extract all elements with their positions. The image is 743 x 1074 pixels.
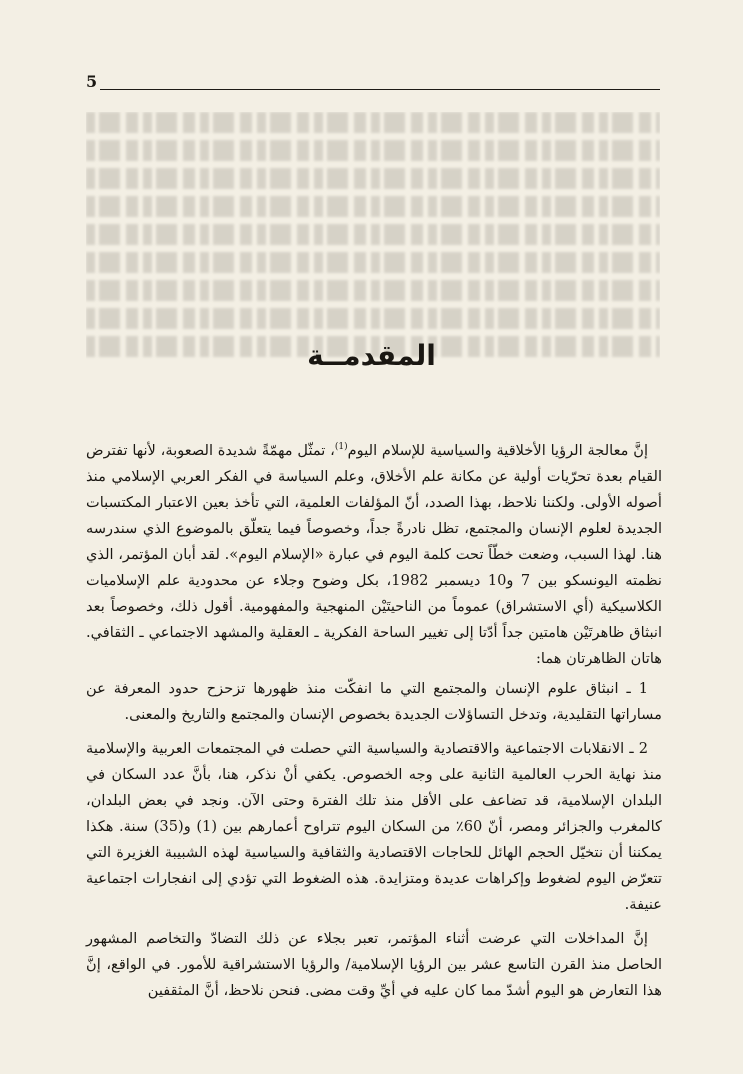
paragraph: 2 ـ الانقلابات الاجتماعية والاقتصادية والسياسية التي حصلت في المجتمعات العربية والإسلامية منذ نهاية الحرب العالمية الثانية على وجه الخصوص. يكفي أنْ نذكر، هنا، بأنَّ عدد السكان في البلدان الإسلامية، قد تضاعف على الأقل منذ تلك الفترة وحتى الآن. ونجد في بعض البلدان، كالمغرب والجزائر ومصر، أنّ 60٪ من السكان اليوم تتراوح أعمارهم بين (1) و(35) سنة. هكذا يمكننا أن نتخيّل الحجم الهائل للحاجات الاقتصادية والثقافية والسياسية لهذه الشبيبة الغزيرة التي تتعرّض اليوم لضغوط وإكراهات عديدة ومتزايدة. هذه الضغوط التي تؤدي إلى انفجارات اجتماعية عنيفة.: [86, 740, 662, 913]
page-header: [86, 72, 660, 96]
show-through-text: [86, 112, 660, 374]
section-heading: المقدمــة: [307, 339, 436, 372]
footnote-marker: (1): [334, 442, 348, 453]
body-text: [86, 438, 662, 1014]
paragraph: 1 ـ انبثاق علوم الإنسان والمجتمع التي ما انفكّت منذ ظهورها تزحزح حدود المعرفة عن مساراتها التقليدية، وتدخل التساؤلات الجديدة بخصوص الإنسان والمجتمع والتاريخ والمعنى.: [86, 680, 662, 723]
paragraph-text: ، تمثّل مهمّةً شديدة الصعوبة، لأنها تفترض القيام بعدة تحرّيات أولية عن مكانة علم الأخلاق، وعلم السياسة في الفكر العربي الإسلامي منذ أصوله الأولى. ولكننا نلاحظ، بهذا الصدد، أنّ المؤلفات العلمية، التي تأخذ بعين الاعتبار المكتسبات الجديدة لعلوم الإنسان والمجتمع، تظل نادرةً جداً، وخصوصاً فيما يتعلّق بالموضوع الذي سندرسه هنا. لهذا السبب، وضعت خطّاً تحت كلمة اليوم في عبارة «الإسلام اليوم». لقد أبان المؤتمر، الذي نظمته اليونسكو بين 7 و10 ديسمبر 1982، بكل وضوح وجلاء عن محدودية علم الإسلاميات الكلاسيكية (أي الاستشراق) عموماً من الناحيتَيْن المنهجية والمفهومية. أقول ذلك، وخصوصاً بعد انبثاق ظاهرتَيْن هامتين جداً أدّتا إلى تغيير الساحة الفكرية ـ العقلية والمشهد الاجتماعي ـ الثقافي. هاتان الظاهرتان هما:: [85, 442, 662, 667]
page-number: 5: [86, 72, 98, 91]
header-rule: [100, 89, 660, 90]
paragraph: إنَّ المداخلات التي عرضت أثناء المؤتمر، تعبر بجلاء عن ذلك التضادّ والتخاصم المشهور الحاصل منذ القرن التاسع عشر بين الرؤيا الإسلامية/ والرؤيا الاستشراقية للأمور. في الواقع، إنَّ هذا التعارض هو اليوم أشدّ مما كان عليه في أيِّ وقت مضى. فنحن نلاحظ، أنَّ المثقفين: [86, 930, 662, 999]
paragraph-text: إنَّ معالجة الرؤيا الأخلاقية والسياسية للإسلام اليوم: [347, 442, 649, 459]
paragraph: [86, 438, 662, 672]
